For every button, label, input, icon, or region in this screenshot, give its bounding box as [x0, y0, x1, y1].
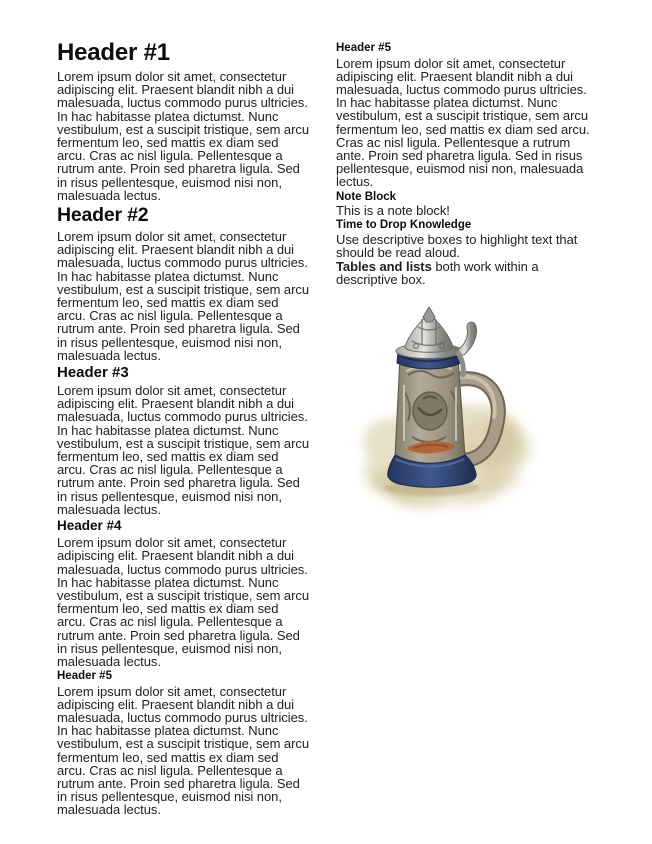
note-block-label: Note Block [336, 190, 397, 203]
header-1: Header #1 [57, 39, 170, 66]
knowledge-label: Time to Drop Knowledge [336, 219, 472, 232]
tables-lists-rest: both work within a descriptive box. [336, 259, 539, 288]
note-block-text: This is a note block! [336, 203, 450, 219]
beer-stein-illustration [348, 307, 540, 519]
lorem-paragraph: Lorem ipsum dolor sit amet, consectetur adipiscing elit. Praesent blandit nibh a dui malesuada, luctus commodo purus ultricies. In hac habitasse platea dictumst. Nunc vestibulum, est a suscipit tristique, sem arcu fermentum leo, sed mattis ex diam sed arcu. Cras ac nisl ligula. Pellentesque a rutrum ante. Proin sed pharetra ligula. Sed in risus pellentesque, euismod nisi non, malesuada lectus. [57, 69, 310, 203]
tables-lists-text [336, 260, 590, 286]
header-5: Header #5 [57, 670, 112, 683]
beer-stein-svg [348, 307, 540, 519]
tables-lists-bold: Tables and lists [336, 259, 432, 275]
header-5-right: Header #5 [336, 42, 391, 54]
lorem-paragraph: Lorem ipsum dolor sit amet, consectetur adipiscing elit. Praesent blandit nibh a dui malesuada, luctus commodo purus ultricies. In hac habitasse platea dictumst. Nunc vestibulum, est a suscipit tristique, sem arcu fermentum leo, sed mattis ex diam sed arcu. Cras ac nisl ligula. Pellentesque a rutrum ante. Proin sed pharetra ligula. Sed in risus pellentesque, euismod nisi non, malesuada lectus. [57, 383, 310, 517]
header-2: Header #2 [57, 204, 149, 227]
lorem-paragraph: Lorem ipsum dolor sit amet, consectetur adipiscing elit. Praesent blandit nibh a dui malesuada, luctus commodo purus ultricies. In hac habitasse platea dictumst. Nunc vestibulum, est a suscipit tristique, sem arcu fermentum leo, sed mattis ex diam sed arcu. Cras ac nisl ligula. Pellentesque a rutrum ante. Proin sed pharetra ligula. Sed in risus pellentesque, euismod nisi non, malesuada lectus. [57, 535, 310, 669]
knowledge-text: Use descriptive boxes to highlight text that should be read aloud. [336, 231, 578, 260]
header-3: Header #3 [57, 364, 129, 382]
right-column [336, 40, 590, 844]
lorem-paragraph: Lorem ipsum dolor sit amet, consectetur adipiscing elit. Praesent blandit nibh a dui malesuada, luctus commodo purus ultricies. In hac habitasse platea dictumst. Nunc vestibulum, est a suscipit tristique, sem arcu fermentum leo, sed mattis ex diam sed arcu. Cras ac nisl ligula. Pellentesque a rutrum ante. Proin sed pharetra ligula. Sed in risus pellentesque, euismod nisi non, malesuada lectus. [57, 229, 310, 363]
left-column [57, 40, 310, 844]
header-4: Header #4 [57, 518, 122, 534]
lorem-paragraph: Lorem ipsum dolor sit amet, consectetur adipiscing elit. Praesent blandit nibh a dui malesuada, luctus commodo purus ultricies. In hac habitasse platea dictumst. Nunc vestibulum, est a suscipit tristique, sem arcu fermentum leo, sed mattis ex diam sed arcu. Cras ac nisl ligula. Pellentesque a rutrum ante. Proin sed pharetra ligula. Sed in risus pellentesque, euismod nisi non, malesuada lectus. [336, 55, 590, 190]
lorem-paragraph: Lorem ipsum dolor sit amet, consectetur adipiscing elit. Praesent blandit nibh a dui malesuada, luctus commodo purus ultricies. In hac habitasse platea dictumst. Nunc vestibulum, est a suscipit tristique, sem arcu fermentum leo, sed mattis ex diam sed arcu. Cras ac nisl ligula. Pellentesque a rutrum ante. Proin sed pharetra ligula. Sed in risus pellentesque, euismod nisi non, malesuada lectus. [57, 683, 310, 818]
